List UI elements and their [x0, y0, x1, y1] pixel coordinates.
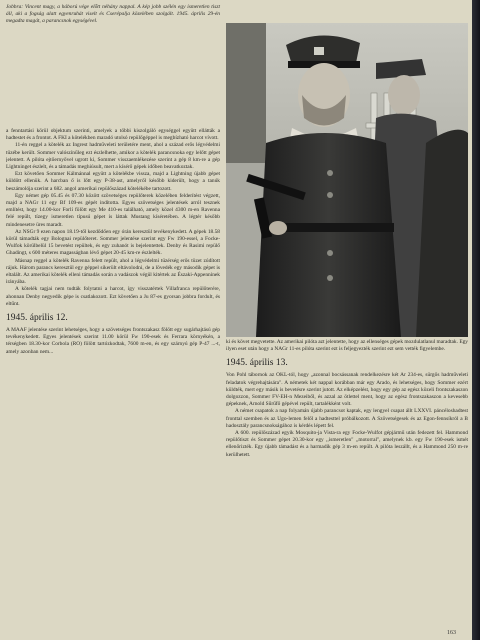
soldier-photo-image [226, 23, 468, 337]
left-column [6, 128, 220, 640]
right-column [226, 339, 468, 629]
paragraph: a fenntartási körül objektum szerinti, amelyek a többi kiszolgáló egységgel együtt ellátták a hadtestet és a frontot. A FKI a kötelékben maradó utolsó repülőgéppel is megbízható harcot vívott. [6, 128, 220, 142]
paragraph: A 600. repülőszázad egyik Mosquito-ja Vista-ra egy Focke-Wulfot gépjármű után fedezett fel. Hammond repülőtiszt és Sommer gépet 20.30-kor egy ,,ismeretlen" ,,motorral", amelynek kb. egy Fw 190-esek ismét ellenőrizték. Egy újabb támadást és a harmadik gép 3 m-en repült. A pilóta leszállt, és a Hammond 250 m-re kerülhetett. [226, 430, 468, 458]
paragraph: A MAAF jelentése szerint lehetséges, hogy a szövetséges frontszakasz fölött egy sugárhajtású gép tevékenykedett. Egyes jelentések szerint 11.00 körül Fw 190-esek és Ferrara környékén, a térségben 18.30-kor Corbola (RO) fölött tartózkodtak, 7600 m-en, és egy szárnyú gép P-47 ...-t, amely azonban nem... [6, 327, 220, 355]
section-heading: 1945. április 13. [226, 358, 288, 369]
paragraph: ki és követ megvetette. Az amerikai pilóta azt jelentette, hogy az ellenséges gépek mozdulatlanul maradtak. Egy ilyen eset után hogy a NAGr 11-es pilóta szerint ezt is feljegyezték szerint ezt sem vették figyelembe. [226, 339, 468, 353]
paragraph: Az NSGr 9 ezen napon 18.19-től kezdődően egy órán keresztül tevékenykedett. A gépek 18.58 körül támadták egy Bolognai repülőteret. Sommer jelentése szerint egy Fw 190-essel, a Focke-Wulfok körülbelül 15 bevetést repültek, és egy zuhanót is bejelentettek. Denby és Rasimi repülő Ghadingt, s 600 méteres magasságban lévő gépet 20-45 km-re észlelték. [6, 228, 220, 257]
paragraph: Egy német gép 05.45 és 07.30 között szövetséges repülőterek közelében felderítést végzett, majd a NAGr 11 egy Bf 109-es gépét indította. Egyes szövetséges jelentések arról tesznek említést, hogy 14.00-kor Forlí fölött egy Me 410-es található, amely közel 4300 m-en Ravenna felé repült, tízegy ismeretlen típusú gépet is láttak Mustang kíséretében. A légtér később mindenesetre üres maradt. [6, 192, 220, 228]
paragraph: A német csapatok a nap folyamán újabb parancsot kaptak, egy lengyel csapat állt LXXVI. páncéloshadtest fronttal szemben és az Ugo-lemen felől a hadtesttel próbálkozott. A Szövetségesek és az Egon-fennsíkról a B hadosztály parancsnokságához is kérdés lépett fel. [226, 408, 468, 429]
photograph [226, 23, 468, 337]
paragraph: Ezt követően Sommer Kálmánnal együtt a kötelékbe vissza, majd a Lightning újabb gépet küldött ellenük. A harcban ő is lőtt egy P-38-ast, amelyről később kiderült, hogy a tanúk beszámolója szerint a 682. angol amerikai repülőszázad kötelékébe tartozott. [6, 171, 220, 192]
photo-caption [6, 4, 220, 26]
paragraph: Von Pohl tábornok az OKL-tól, hogy „azonnal bocsássanak rendelkezésre két Ar 234-es, sürgős hadműveleti feladatok végrehajtására". A németek két nappal korábban már egy Arado, és lehetséges, hogy Sommer ezért küldték, mert egy másik is bevetésre szerint jutott. Az elképzelést, hogy egy gép az egész közeli frontszakaszon dolgozzon, Sommer FV-EH-n Mezeiből, és azzal az ötlettel ment, hogy az egész frontszakaszon a kevesebb gépeknek, Arnold Sűrűfő gépével repült, tartalékként volt. [226, 372, 468, 408]
paragraph: Másnap reggel a kötelék Ravenna felett repült, ahol a légvédelmi tüzérség erős tüzet zúdított rájuk. Három parancs keresztül egy géppel sikerült eltávolodni, de a lövedék egy második gépet is eltalált. Az amerikai kötelék elleni támadás során a vadászok végül kitértek az Északi-Appenninek irányába. [6, 257, 220, 286]
caption-text: Jobbra: Vincent magy, a háború vége előtt néhány nappal. A kép jobb szélén egy ismeretlen tiszt áll, aki a fogság alatt egyenruhát viselt és Cserépalja közelében szolgált. 1945. április 29-én megadta magát, a parancsnok egységével. [6, 4, 220, 25]
section-heading: 1945. április 12. [6, 313, 68, 324]
paragraph: A kötelék tagjai nem tudták folytatni a harcot, így visszatértek Villafranca repülőterére, ahonnan Denby negyedik gépe is csatlakozott. Ezt követően a Ju 87-es gyorsan jobbra fordult, és eltűnt. [6, 286, 220, 307]
page-number: 163 [447, 630, 456, 636]
paragraph: 11-én reggel a kötelék az Ingrest hadműveleti területére ment, ahol a század erős légvédelmi tüzébe került. Sommer valószínűleg ezt észlelhette, amikor a kötelék parancsnoka egy lelőtt gépet jelentett. A pilóta ejtőernyővel ugrott ki, Sommer visszaemlékezése szerint a gép 8 km-re a gép Lightninget észlelt, és a támadás meghiúsult, mert a kísérő gépek időben beavatkoztak. [6, 142, 220, 171]
book-spine-edge [472, 0, 480, 640]
